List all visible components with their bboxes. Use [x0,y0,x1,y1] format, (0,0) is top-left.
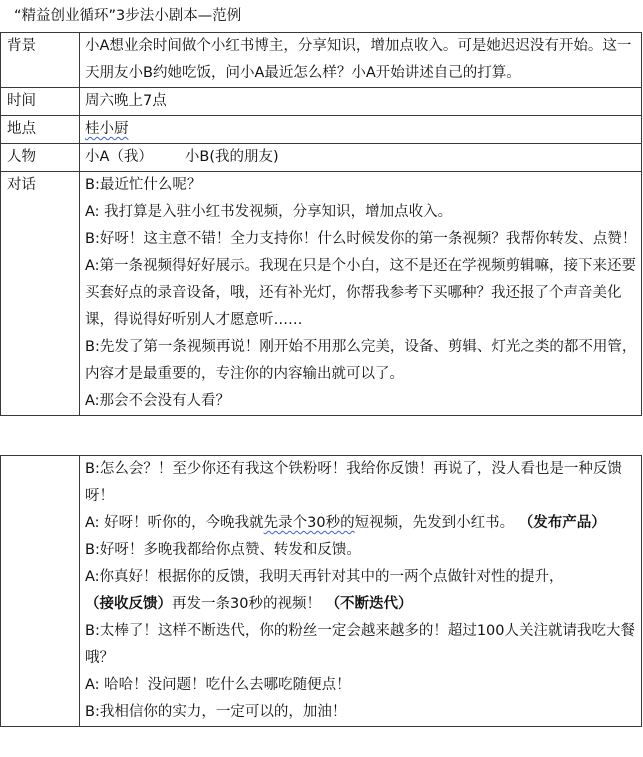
background-text [80,33,642,88]
row-label-time: 时间 [1,88,80,116]
time-value: 周六晚上7点 [80,88,642,116]
table-row-dialogue [1,172,642,416]
dialogue-line: A:第一条视频得好好展示。我现在只是个小白，这不是还在学视频剪辑嘛，接下来还要买套好点的录音设备，哦，还有补光灯，你帮我参考下买哪种？我还报了个声音美化课，得说得好听别人才愿意听…… [85,258,637,328]
dialogue-text: 再发一条30秒的视频！ [172,596,326,612]
document-title: “精益创业循环”3步法小剧本—范例 [14,8,242,24]
dialogue-text: A:你真好！根据你的反馈，我明天再针对其中的一两个点做针对性的提升， [85,569,564,585]
person-b: 小B(我的朋友) [184,149,279,165]
dialogue-line: A: 哈哈！没问题！吃什么去哪吃随便点！ [85,677,351,693]
table-row-background [1,33,642,88]
dialogue-part-1 [80,172,642,416]
place-name: 桂小厨 [85,121,129,137]
table-row-time [1,88,642,116]
dialogue-line: B:太棒了！这样不断迭代，你的粉丝一定会越来越多的！超过100人关注就请我吃大餐哦？ [85,623,636,666]
dialogue-text: A: 好呀！听你的，今晚我就 [85,515,264,531]
row-label-dialogue: 对话 [1,172,80,416]
dialogue-line: B:好呀！多晚我都给你点赞、转发和反馈。 [85,542,361,558]
step-label-publish: （发布产品） [518,515,606,531]
dialogue-line: A:那会不会没有人看？ [85,393,231,409]
background-paragraph: 小A想业余时间做个小红书博主，分享知识，增加点收入。可是她迟迟没有开始。这一天朋友小B约她吃饭，问小A最近怎么样？小A开始讲述自己的打算。 [85,38,632,81]
place-value [80,116,642,144]
row-label-place: 地点 [1,116,80,144]
row-label-people: 人物 [1,144,80,172]
step-label-feedback: （接收反馈） [85,596,172,612]
dialogue-line: B:好呀！这主意不错！全力支持你！什么时候发你的第一条视频？我帮你转发、点赞！ [85,231,637,247]
dialogue-line: A: 我打算是入驻小红书发视频，分享知识，增加点收入。 [85,204,453,220]
dialogue-line: B:我相信你的实力，一定可以的，加油！ [85,704,347,720]
row-label-background: 背景 [1,33,80,88]
dialogue-line: B:先发了第一条视频再说！刚开始不用那么完美，设备、剪辑、灯光之类的都不用管，内容才是最重要的，专注你的内容输出就可以了。 [85,339,637,382]
people-value [80,144,642,172]
dialogue-line [85,510,637,537]
dialogue-part-2 [80,456,642,727]
dialogue-line: B:怎么会？！至少你还有我这个铁粉呀！我给你反馈！再说了，没人看也是一种反馈呀！ [85,461,622,504]
dialogue-text: 短视频，先发到小红书。 [354,515,519,531]
step-label-iterate: （不断迭代） [325,596,413,612]
dialogue-line: B:最近忙什么呢？ [85,177,202,193]
row-label-empty [1,456,80,727]
table-row-place [1,116,642,144]
person-a: 小A（我） [85,149,153,165]
script-table-continued [0,455,642,727]
table-row-people [1,144,642,172]
spellcheck-underlined-text: 先录个30秒的 [263,515,355,531]
script-table [0,32,642,416]
dialogue-line [85,564,637,618]
table-row-dialogue-continued [1,456,642,727]
